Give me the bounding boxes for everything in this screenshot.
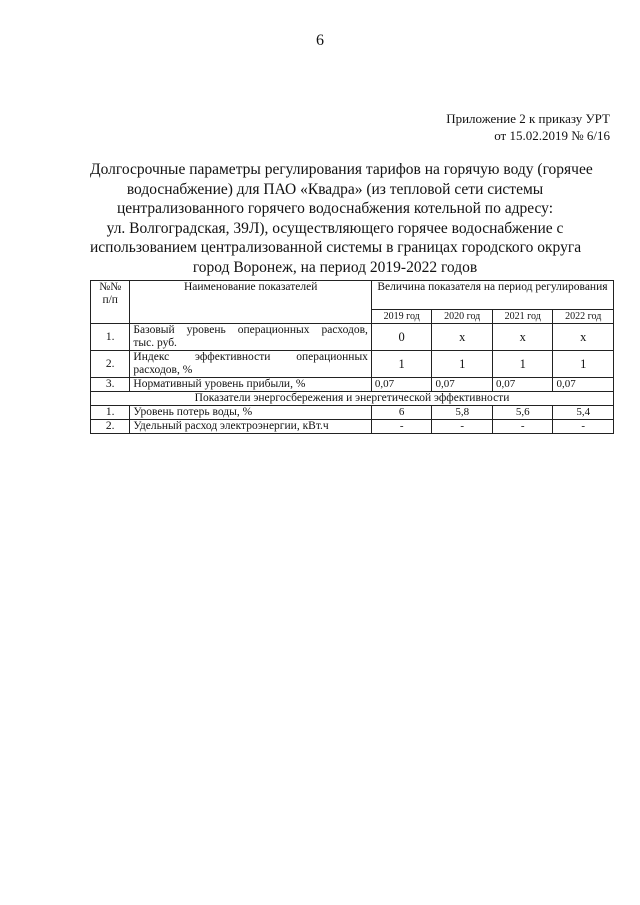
year-header: 2022 год bbox=[553, 310, 614, 324]
title-line: Долгосрочные параметры регулирования тарифов на горячую воду (горячее bbox=[90, 161, 593, 178]
row-number: 1. bbox=[91, 324, 130, 351]
page-number: 6 bbox=[316, 32, 324, 49]
document-title bbox=[90, 160, 593, 277]
appendix-reference bbox=[446, 110, 610, 144]
row-number: 3. bbox=[91, 378, 130, 392]
header-number: №№ п/п bbox=[91, 281, 130, 324]
header-indicator-name: Наименование показателей bbox=[130, 281, 372, 324]
row-value: х bbox=[432, 324, 493, 351]
row-indicator: Нормативный уровень прибыли, % bbox=[130, 378, 372, 392]
row-number: 1. bbox=[91, 406, 130, 420]
row-value: - bbox=[371, 420, 432, 434]
title-line: ул. Волгоградская, 39Л), осуществляющего горячее водоснабжение с bbox=[106, 219, 564, 237]
row-value: - bbox=[492, 420, 553, 434]
row-value: 1 bbox=[553, 351, 614, 378]
year-header: 2020 год bbox=[432, 310, 493, 324]
row-indicator bbox=[130, 351, 372, 378]
parameters-table bbox=[90, 280, 614, 434]
table-row bbox=[91, 420, 614, 434]
table-row bbox=[91, 324, 614, 351]
title-line: водоснабжение) для ПАО «Квадра» (из тепловой сети системы bbox=[126, 180, 544, 198]
row-value: х bbox=[553, 324, 614, 351]
row-value: - bbox=[553, 420, 614, 434]
section-header-row bbox=[91, 392, 614, 406]
table-header-row bbox=[91, 281, 614, 310]
title-line: централизованного горячего водоснабжения котельной по адресу: bbox=[116, 200, 554, 217]
row-indicator bbox=[130, 324, 372, 351]
appendix-line-2: от 15.02.2019 № 6/16 bbox=[494, 128, 610, 143]
title-line: использованием централизованной системы в границах городского округа bbox=[90, 239, 582, 256]
row-value: 0,07 bbox=[371, 378, 432, 392]
row-value: 0,07 bbox=[432, 378, 493, 392]
table-row bbox=[91, 351, 614, 378]
row-value: 5,8 bbox=[432, 406, 493, 420]
row-indicator-line: расходов, % bbox=[133, 364, 193, 376]
row-value: 0,07 bbox=[492, 378, 553, 392]
row-indicator: Удельный расход электроэнергии, кВт.ч bbox=[130, 420, 372, 434]
row-value: х bbox=[492, 324, 553, 351]
row-value: 1 bbox=[492, 351, 553, 378]
title-line: город Воронеж, на период 2019-2022 годов bbox=[192, 258, 478, 276]
row-indicator-line: Базовый уровень операционных расходов, bbox=[133, 324, 368, 336]
table-row bbox=[91, 406, 614, 420]
row-indicator-line: тыс. руб. bbox=[133, 337, 177, 349]
row-indicator: Уровень потерь воды, % bbox=[130, 406, 372, 420]
row-number: 2. bbox=[91, 420, 130, 434]
row-value: - bbox=[432, 420, 493, 434]
row-value: 0,07 bbox=[553, 378, 614, 392]
row-value: 5,6 bbox=[492, 406, 553, 420]
header-value: Величина показателя на период регулирования bbox=[371, 281, 613, 310]
table-row bbox=[91, 378, 614, 392]
year-header: 2021 год bbox=[492, 310, 553, 324]
row-value: 1 bbox=[371, 351, 432, 378]
row-value: 1 bbox=[432, 351, 493, 378]
row-value: 6 bbox=[371, 406, 432, 420]
row-value: 0 bbox=[371, 324, 432, 351]
appendix-line-1: Приложение 2 к приказу УРТ bbox=[446, 111, 610, 126]
row-number: 2. bbox=[91, 351, 130, 378]
section-title: Показатели энергосбережения и энергетической эффективности bbox=[91, 392, 614, 406]
row-value: 5,4 bbox=[553, 406, 614, 420]
row-indicator-line: Индекс эффективности операционных bbox=[133, 351, 368, 363]
year-header: 2019 год bbox=[371, 310, 432, 324]
